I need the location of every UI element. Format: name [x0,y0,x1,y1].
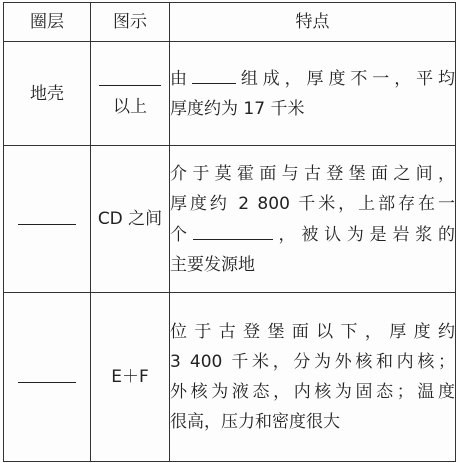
feature-cell [170,42,456,146]
fill-blank [192,63,236,84]
feature-cell [170,146,456,293]
figure-label: 以上 [113,97,147,117]
table-row [4,42,456,146]
layer-cell [4,42,91,146]
figure-cell [91,293,170,462]
fill-blank [99,65,161,86]
layer-name: 地壳 [30,83,64,104]
feature-cell [170,293,456,462]
feature-line: 厚度约 2 800 千米，上部存在一 [170,193,455,214]
feature-line: 由 组成，厚度不一，平均 [170,63,455,94]
feature-line: 个 ，被认为是岩浆的 [170,219,455,250]
feature-line: 主要发源地 [170,254,255,275]
feature-line: 外核为液态，内核为固态；温度 [170,382,455,402]
header-row [4,3,456,42]
feature-line: 位于古登堡面以下，厚度约 [170,322,455,342]
header-features: 特点 [170,3,456,42]
fill-blank [18,362,76,383]
layer-cell [4,146,91,293]
header-figure: 图示 [91,3,170,42]
figure-label: CD 之间 [97,209,163,229]
figure-cell [91,42,170,146]
header-layer: 圈层 [4,3,91,42]
figure-cell [91,146,170,293]
feature-line: 很高，压力和密度很大 [170,412,340,432]
earth-layers-table [3,2,456,462]
feature-line: 厚度约为 17 千米 [170,99,305,119]
layer-cell [4,293,91,462]
fill-blank [18,204,76,225]
fill-blank [193,219,273,240]
feature-line: 3 400 千米，分为外核和内核； [170,352,455,372]
table-row [4,146,456,293]
table-row [4,293,456,462]
figure-label: E＋F [111,367,149,387]
feature-line: 介于莫霍面与古登堡面之间， [170,163,455,184]
